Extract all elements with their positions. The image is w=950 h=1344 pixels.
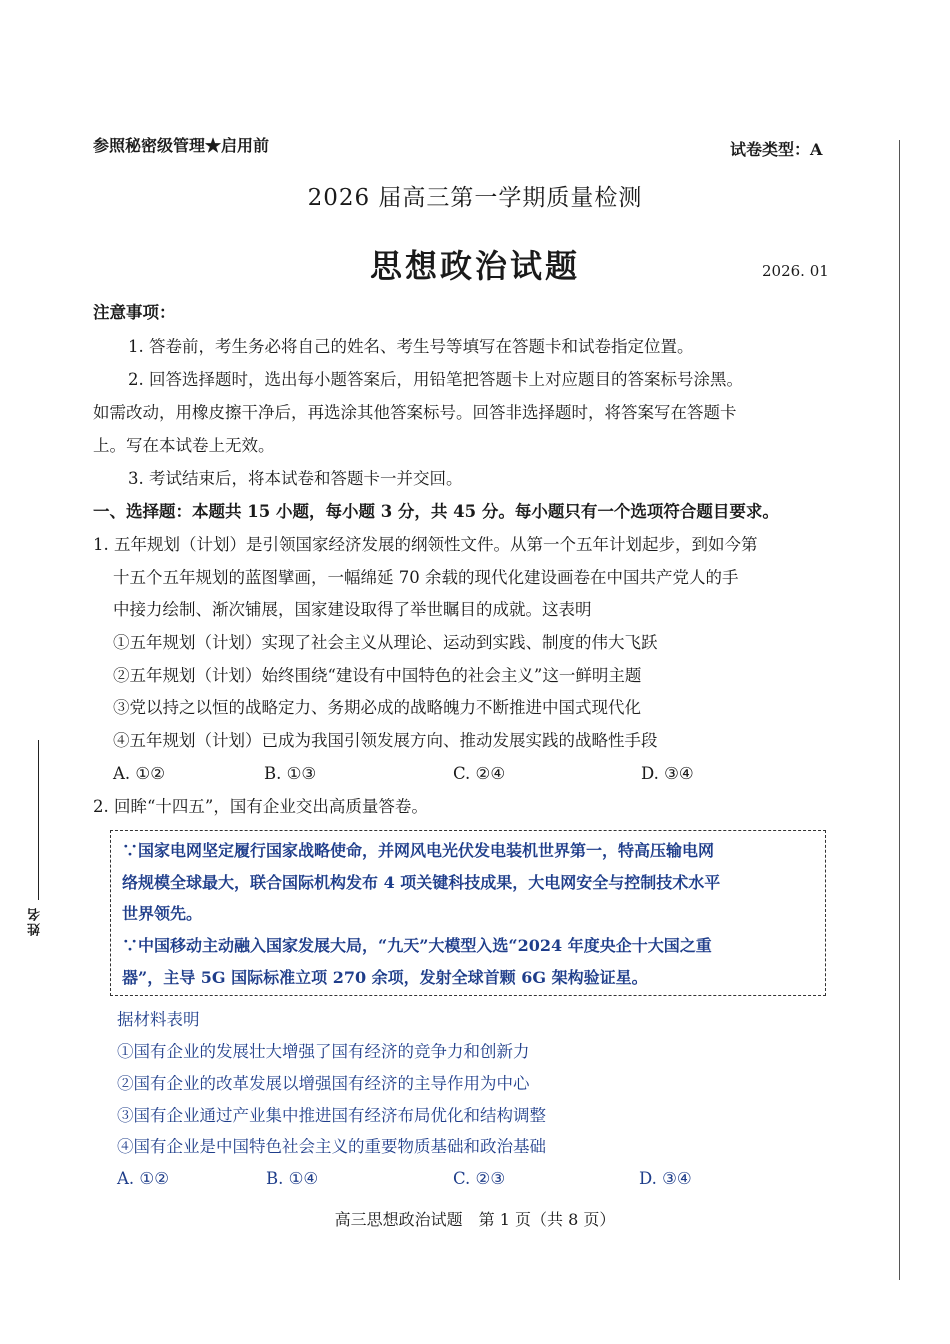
right-margin-rule <box>899 140 900 1280</box>
q1-option-b[interactable]: B. ①③ <box>264 764 317 783</box>
q2-options <box>0 1171 950 1191</box>
notice-heading: 注意事项： <box>93 303 176 322</box>
q2-statement-1: ①国有企业的发展壮大增强了国有经济的竞争力和创新力 <box>117 1042 530 1061</box>
notice-item-3: 3. 考试结束后，将本试卷和答题卡一并交回。 <box>128 469 463 488</box>
page-footer: 高三思想政治试题 第 1 页（共 8 页） <box>334 1210 616 1229</box>
notice-item-2-line-2: 如需改动，用橡皮擦干净后，再选涂其他答案标号。回答非选择题时，将答案写在答题卡 <box>93 403 737 422</box>
material-1-line-2: 络规模全球最大，联合国际机构发布 4 项关键科技成果，大电网安全与控制技术水平 <box>122 873 721 892</box>
q2-option-d[interactable]: D. ③④ <box>639 1169 692 1188</box>
notice-item-2-line-3: 上。写在本试卷上无效。 <box>93 436 275 455</box>
material-1-line-1: ∵国家电网坚定履行国家战略使命，并网风电光伏发电装机世界第一，特高压输电网 <box>122 841 715 860</box>
q2-statement-3: ③国有企业通过产业集中推进国有经济布局优化和结构调整 <box>117 1106 546 1125</box>
material-1-line-3: 世界领先。 <box>122 904 203 923</box>
notice-item-2-line-1: 2. 回答选择题时，选出每小题答案后，用铅笔把答题卡上对应题目的答案标号涂黑。 <box>128 370 743 389</box>
q1-statement-3: ③党以持之以恒的战略定力、务期必成的战略魄力不断推进中国式现代化 <box>113 698 641 717</box>
q1-statement-2: ②五年规划（计划）始终围绕“建设有中国特色的社会主义”这一鲜明主题 <box>113 666 642 685</box>
q1-option-d[interactable]: D. ③④ <box>641 764 694 783</box>
q1-options <box>0 766 950 786</box>
exam-subtitle: 2026 届高三第一学期质量检测 <box>307 185 643 211</box>
q2-statement-2: ②国有企业的改革发展以增强国有经济的主导作用为中心 <box>117 1074 530 1093</box>
q2-lead: 据材料表明 <box>117 1010 200 1029</box>
material-2-line-2: 器”，主导 5G 国际标准立项 270 余项，发射全球首颗 6G 架构验证星。 <box>122 968 648 987</box>
notice-item-1: 1. 答卷前，考生务必将自己的姓名、考生号等填写在答题卡和试卷指定位置。 <box>128 337 694 356</box>
exam-date: 2026. 01 <box>762 262 829 280</box>
q2-stem: 2. 回眸“十四五”，国有企业交出高质量答卷。 <box>93 797 428 816</box>
q1-statement-1: ①五年规划（计划）实现了社会主义从理论、运动到实践、制度的伟大飞跃 <box>113 633 658 652</box>
name-fill-line <box>38 740 39 900</box>
q1-stem-line-3: 中接力绘制、渐次铺展，国家建设取得了举世瞩目的成就。这表明 <box>113 600 592 619</box>
q2-option-b[interactable]: B. ①④ <box>266 1169 319 1188</box>
q1-stem-line-1: 1. 五年规划（计划）是引领国家经济发展的纲领性文件。从第一个五年计划起步，到如今第 <box>93 535 758 554</box>
side-name-label: 姓名 <box>28 906 43 936</box>
q2-statement-4: ④国有企业是中国特色社会主义的重要物质基础和政治基础 <box>117 1137 546 1156</box>
q1-statement-4: ④五年规划（计划）已成为我国引领发展方向、推动发展实践的战略性手段 <box>113 731 658 750</box>
q2-option-a[interactable]: A. ①② <box>117 1169 169 1188</box>
q2-option-c[interactable]: C. ②③ <box>453 1169 506 1188</box>
paper-type-label: 试卷类型：A <box>730 140 823 159</box>
exam-title: 思想政治试题 <box>369 247 580 285</box>
q1-option-c[interactable]: C. ②④ <box>453 764 506 783</box>
secret-level-label: 参照秘密级管理★启用前 <box>93 136 270 155</box>
material-2-line-1: ∵中国移动主动融入国家发展大局，“九天”大模型入选“2024 年度央企十大国之重 <box>122 936 712 955</box>
q1-option-a[interactable]: A. ①② <box>113 764 165 783</box>
section-1-heading: 一、选择题：本题共 15 小题，每小题 3 分，共 45 分。每小题只有一个选项符合题目要求。 <box>93 502 779 521</box>
q1-stem-line-2: 十五个五年规划的蓝图擘画，一幅绵延 70 余载的现代化建设画卷在中国共产党人的手 <box>113 568 739 587</box>
